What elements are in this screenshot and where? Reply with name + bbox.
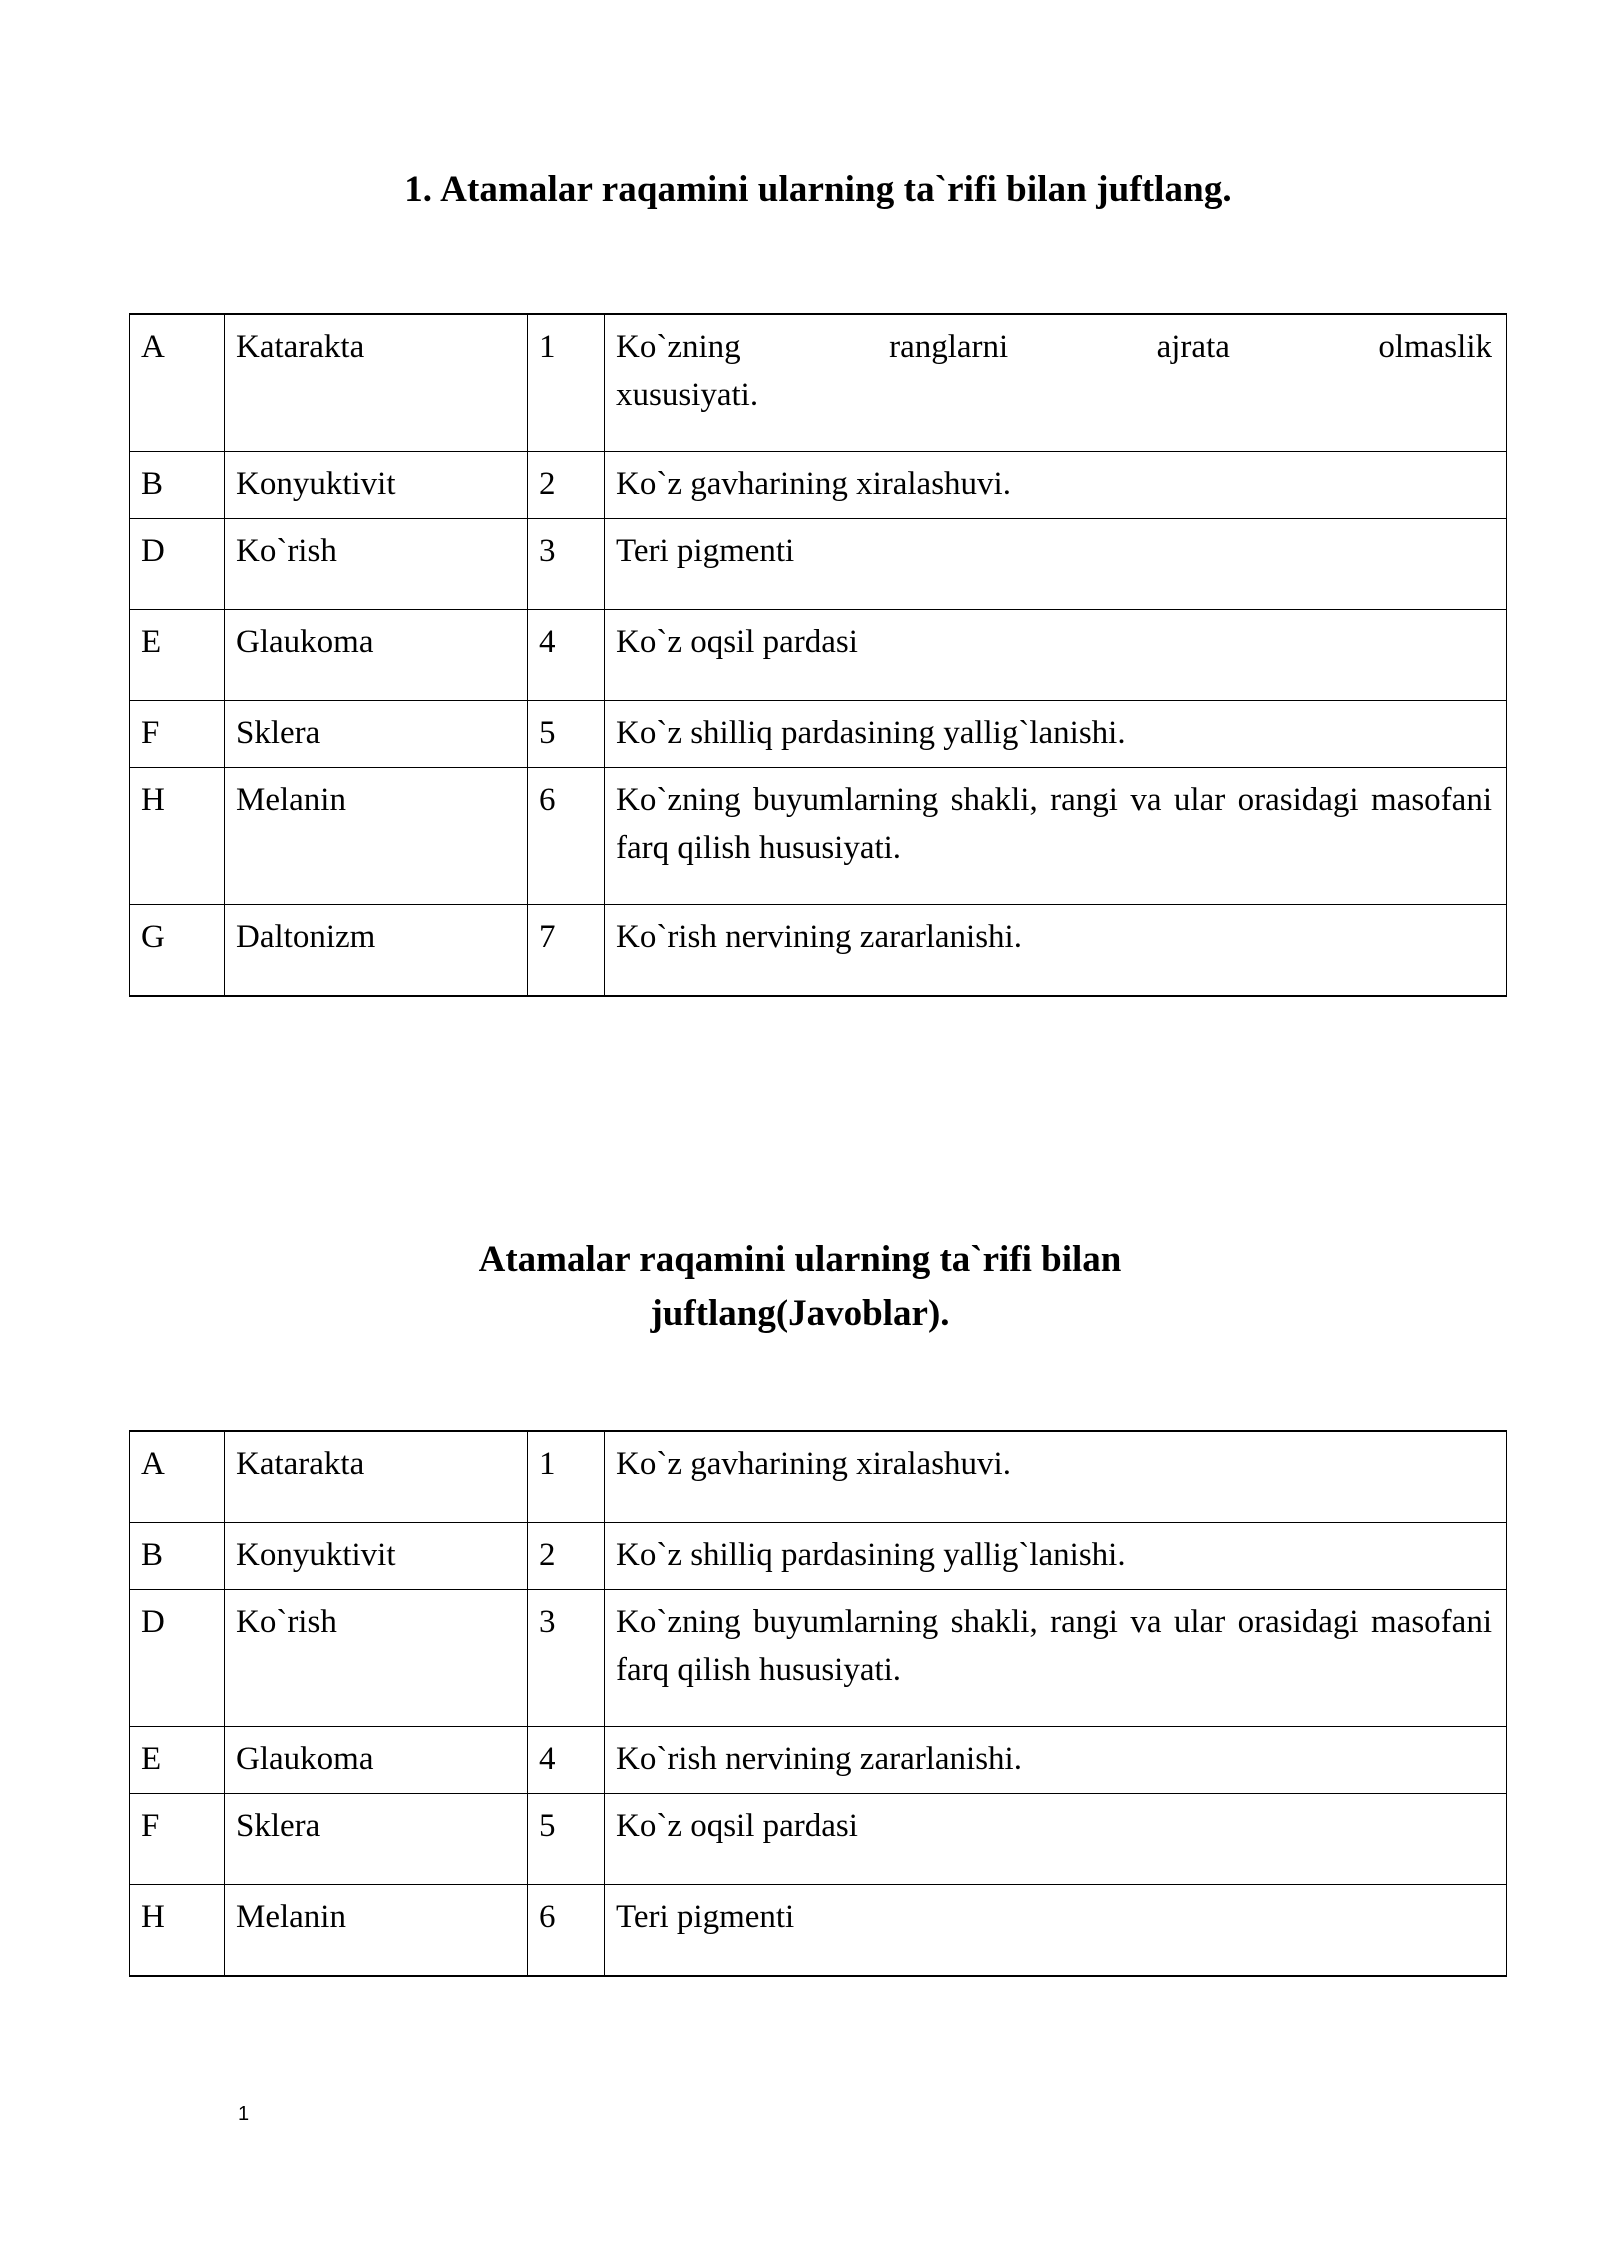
table-row bbox=[130, 519, 1507, 610]
cell-number: 3 bbox=[528, 519, 605, 610]
table-row bbox=[130, 905, 1507, 997]
cell-term: Daltonizm bbox=[225, 905, 528, 997]
definition-line: Ko`zning ranglarni ajrata olmaslik bbox=[616, 329, 1492, 365]
cell-definition bbox=[605, 768, 1507, 905]
cell-definition bbox=[605, 1590, 1507, 1727]
table-row bbox=[130, 610, 1507, 701]
definition-line: orasidagi masofani farq qilish hususiyati. bbox=[616, 1604, 1492, 1688]
cell-definition: Ko`z gavharining xiralashuvi. bbox=[605, 452, 1507, 519]
cell-letter: A bbox=[130, 1431, 225, 1523]
cell-definition: Ko`z gavharining xiralashuvi. bbox=[605, 1431, 1507, 1523]
definition-line: Ko`zning buyumlarning shakli, rangi va ular bbox=[616, 1604, 1226, 1640]
cell-definition: Ko`z shilliq pardasining yallig`lanishi. bbox=[605, 701, 1507, 768]
table-row bbox=[130, 452, 1507, 519]
cell-definition: Ko`rish nervining zararlanishi. bbox=[605, 1727, 1507, 1794]
cell-term: Ko`rish bbox=[225, 519, 528, 610]
cell-term: Katarakta bbox=[225, 1431, 528, 1523]
cell-number: 2 bbox=[528, 1523, 605, 1590]
cell-number: 1 bbox=[528, 314, 605, 452]
cell-term: Glaukoma bbox=[225, 610, 528, 701]
cell-number: 5 bbox=[528, 1794, 605, 1885]
table-row bbox=[130, 1431, 1507, 1523]
page-title-exercise-1 bbox=[129, 167, 1507, 213]
cell-letter: A bbox=[130, 314, 225, 452]
cell-definition: Ko`z oqsil pardasi bbox=[605, 610, 1507, 701]
cell-letter: B bbox=[130, 452, 225, 519]
table-row bbox=[130, 768, 1507, 905]
cell-term: Konyuktivit bbox=[225, 1523, 528, 1590]
cell-letter: G bbox=[130, 905, 225, 997]
answers-title-line-2: juftlang(Javoblar). bbox=[650, 1293, 950, 1335]
page-title-answers bbox=[320, 1233, 1280, 1343]
table-row bbox=[130, 1727, 1507, 1794]
cell-letter: B bbox=[130, 1523, 225, 1590]
definition-line: Ko`zning buyumlarning shakli, rangi va ular bbox=[616, 782, 1226, 818]
cell-number: 6 bbox=[528, 768, 605, 905]
cell-number: 2 bbox=[528, 452, 605, 519]
cell-definition bbox=[605, 314, 1507, 452]
cell-term: Sklera bbox=[225, 701, 528, 768]
table-row bbox=[130, 1523, 1507, 1590]
cell-number: 4 bbox=[528, 610, 605, 701]
cell-letter: D bbox=[130, 1590, 225, 1727]
cell-term: Katarakta bbox=[225, 314, 528, 452]
matching-terms-table bbox=[129, 313, 1507, 997]
matching-answers-table bbox=[129, 1430, 1507, 1977]
cell-term: Ko`rish bbox=[225, 1590, 528, 1727]
cell-term: Konyuktivit bbox=[225, 452, 528, 519]
cell-number: 4 bbox=[528, 1727, 605, 1794]
cell-definition: Teri pigmenti bbox=[605, 519, 1507, 610]
table-row bbox=[130, 1590, 1507, 1727]
cell-definition: Ko`z oqsil pardasi bbox=[605, 1794, 1507, 1885]
cell-letter: H bbox=[130, 768, 225, 905]
answers-title-line-1: Atamalar raqamini ularning ta`rifi bilan bbox=[478, 1238, 1122, 1280]
exercise-title-text: Atamalar raqamini ularning ta`rifi bilan juftlang. bbox=[440, 168, 1232, 210]
cell-term: Melanin bbox=[225, 1885, 528, 1977]
cell-letter: F bbox=[130, 701, 225, 768]
cell-letter: E bbox=[130, 610, 225, 701]
cell-term: Glaukoma bbox=[225, 1727, 528, 1794]
definition-line: orasidagi masofani farq qilish hususiyati. bbox=[616, 782, 1492, 866]
cell-letter: H bbox=[130, 1885, 225, 1977]
cell-definition: Ko`z shilliq pardasining yallig`lanishi. bbox=[605, 1523, 1507, 1590]
cell-number: 6 bbox=[528, 1885, 605, 1977]
cell-number: 5 bbox=[528, 701, 605, 768]
cell-number: 1 bbox=[528, 1431, 605, 1523]
cell-number: 3 bbox=[528, 1590, 605, 1727]
exercise-number: 1. bbox=[404, 168, 433, 210]
page-number: 1 bbox=[238, 2103, 250, 2125]
definition-line: xususiyati. bbox=[616, 376, 759, 413]
table-row bbox=[130, 701, 1507, 768]
cell-definition: Ko`rish nervining zararlanishi. bbox=[605, 905, 1507, 997]
table-row bbox=[130, 314, 1507, 452]
cell-letter: D bbox=[130, 519, 225, 610]
table-row bbox=[130, 1885, 1507, 1977]
table-row bbox=[130, 1794, 1507, 1885]
cell-number: 7 bbox=[528, 905, 605, 997]
cell-term: Melanin bbox=[225, 768, 528, 905]
cell-term: Sklera bbox=[225, 1794, 528, 1885]
cell-letter: E bbox=[130, 1727, 225, 1794]
cell-definition: Teri pigmenti bbox=[605, 1885, 1507, 1977]
cell-letter: F bbox=[130, 1794, 225, 1885]
